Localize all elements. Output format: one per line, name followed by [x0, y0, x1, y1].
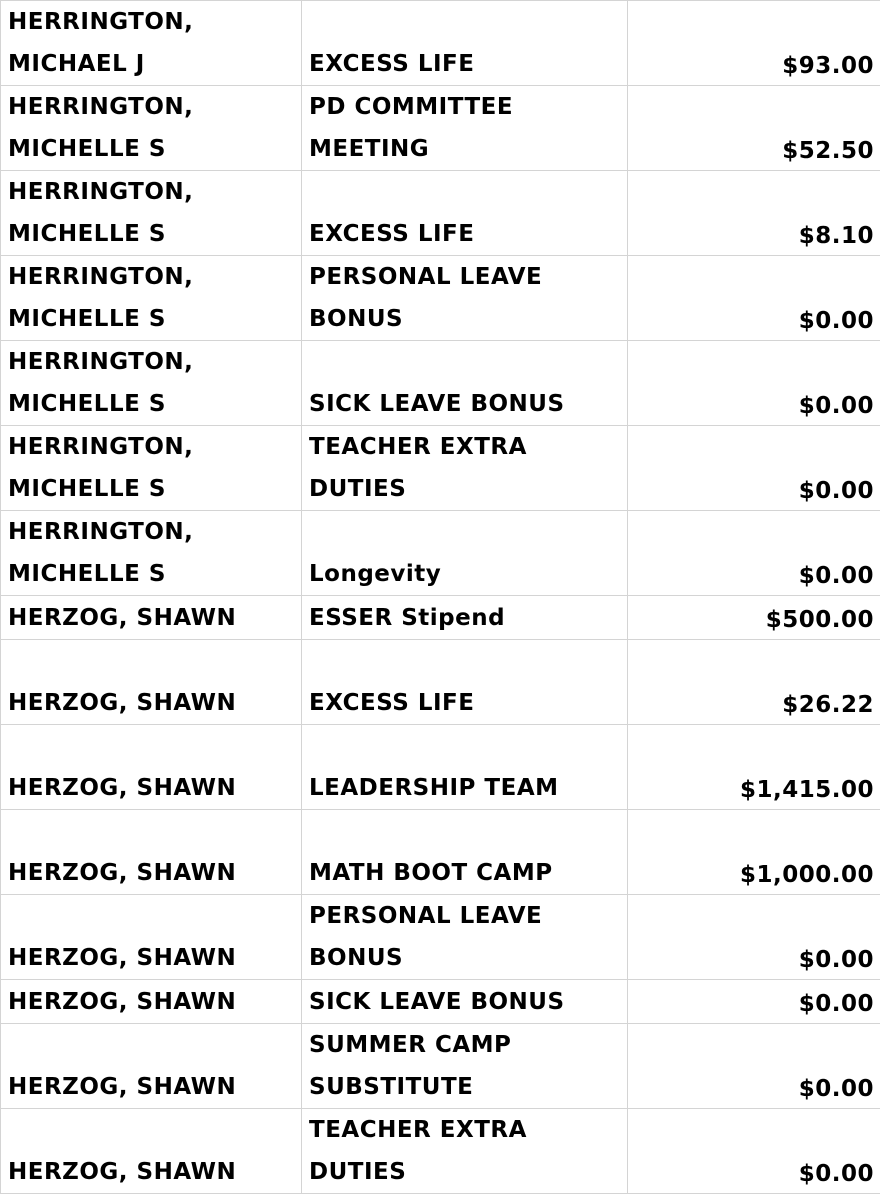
table-row	[1, 511, 880, 596]
table-row	[1, 1, 880, 86]
employee-name-cell	[1, 810, 302, 895]
payment-item-line: EXCESS LIFE	[309, 44, 627, 86]
employee-name-line: MICHELLE S	[8, 129, 301, 171]
amount-cell: $26.22	[628, 640, 880, 725]
payment-item-line: LEADERSHIP TEAM	[309, 768, 627, 810]
employee-name-cell	[1, 1109, 302, 1194]
employee-name-line: MICHELLE S	[8, 299, 301, 341]
employee-name-cell	[1, 980, 302, 1024]
amount-cell: $8.10	[628, 171, 880, 256]
employee-name-line: MICHELLE S	[8, 214, 301, 256]
table-row	[1, 596, 880, 640]
employee-name-line: HERRINGTON,	[8, 427, 301, 469]
amount-cell: $0.00	[628, 1109, 880, 1194]
employee-name-line: HERZOG, SHAWN	[8, 853, 301, 895]
payment-item-cell	[302, 171, 628, 256]
amount-cell: $93.00	[628, 1, 880, 86]
employee-name-line: HERZOG, SHAWN	[8, 1152, 301, 1194]
table-row	[1, 1024, 880, 1109]
payment-item-line: SICK LEAVE BONUS	[309, 384, 627, 426]
table-row	[1, 86, 880, 171]
employee-name-line: MICHELLE S	[8, 554, 301, 596]
payment-item-line: EXCESS LIFE	[309, 214, 627, 256]
employee-name-line: HERZOG, SHAWN	[8, 598, 301, 640]
employee-name-cell	[1, 725, 302, 810]
payment-item-cell	[302, 256, 628, 341]
payment-item-line: EXCESS LIFE	[309, 683, 627, 725]
amount-cell: $0.00	[628, 980, 880, 1024]
amount-cell: $0.00	[628, 256, 880, 341]
employee-name-line: HERRINGTON,	[8, 257, 301, 299]
employee-name-cell	[1, 426, 302, 511]
payment-item-line: ESSER Stipend	[309, 598, 627, 640]
employee-name-line: HERRINGTON,	[8, 87, 301, 129]
payment-item-line: BONUS	[309, 299, 627, 341]
table-row	[1, 640, 880, 725]
payment-item-cell	[302, 426, 628, 511]
employee-name-line: HERZOG, SHAWN	[8, 683, 301, 725]
employee-name-cell	[1, 596, 302, 640]
employee-name-line: HERZOG, SHAWN	[8, 768, 301, 810]
payments-table-body	[1, 1, 880, 1194]
employee-name-cell	[1, 86, 302, 171]
employee-name-line: HERRINGTON,	[8, 512, 301, 554]
table-row	[1, 810, 880, 895]
amount-cell: $500.00	[628, 596, 880, 640]
payment-item-cell	[302, 511, 628, 596]
table-row	[1, 895, 880, 980]
amount-cell: $1,415.00	[628, 725, 880, 810]
payment-item-cell	[302, 1, 628, 86]
employee-name-line: HERRINGTON,	[8, 2, 301, 44]
payment-item-line: PD COMMITTEE	[309, 87, 627, 129]
employee-name-cell	[1, 171, 302, 256]
employee-name-cell	[1, 1024, 302, 1109]
payment-item-line: PERSONAL LEAVE	[309, 896, 627, 938]
amount-cell: $52.50	[628, 86, 880, 171]
table-row	[1, 980, 880, 1024]
payment-item-cell	[302, 86, 628, 171]
amount-cell: $0.00	[628, 895, 880, 980]
table-row	[1, 341, 880, 426]
employee-name-cell	[1, 1, 302, 86]
employee-name-cell	[1, 511, 302, 596]
payment-item-line: MEETING	[309, 129, 627, 171]
payment-item-line: Longevity	[309, 554, 627, 596]
employee-name-line: HERZOG, SHAWN	[8, 938, 301, 980]
payment-item-line: DUTIES	[309, 469, 627, 511]
payment-item-line: TEACHER EXTRA	[309, 1110, 627, 1152]
employee-name-cell	[1, 341, 302, 426]
amount-cell: $0.00	[628, 426, 880, 511]
table-row	[1, 1109, 880, 1194]
payment-item-cell	[302, 596, 628, 640]
employee-name-line: MICHELLE S	[8, 384, 301, 426]
payment-item-cell	[302, 640, 628, 725]
payment-item-cell	[302, 725, 628, 810]
payment-item-line: TEACHER EXTRA	[309, 427, 627, 469]
employee-name-cell	[1, 256, 302, 341]
table-row	[1, 725, 880, 810]
payment-item-line: PERSONAL LEAVE	[309, 257, 627, 299]
payment-item-cell	[302, 810, 628, 895]
employee-name-cell	[1, 895, 302, 980]
table-row	[1, 426, 880, 511]
payment-item-line: SUBSTITUTE	[309, 1067, 627, 1109]
payment-item-cell	[302, 980, 628, 1024]
payment-item-cell	[302, 1024, 628, 1109]
payment-item-cell	[302, 895, 628, 980]
employee-name-line: HERRINGTON,	[8, 172, 301, 214]
payment-item-line: SUMMER CAMP	[309, 1025, 627, 1067]
payment-item-line: BONUS	[309, 938, 627, 980]
amount-cell: $0.00	[628, 1024, 880, 1109]
amount-cell: $0.00	[628, 511, 880, 596]
table-row	[1, 256, 880, 341]
amount-cell: $0.00	[628, 341, 880, 426]
employee-name-line: HERZOG, SHAWN	[8, 982, 301, 1024]
employee-name-line: HERZOG, SHAWN	[8, 1067, 301, 1109]
employee-name-line: MICHAEL J	[8, 44, 301, 86]
payment-item-line: SICK LEAVE BONUS	[309, 982, 627, 1024]
employee-name-cell	[1, 640, 302, 725]
employee-name-line: HERRINGTON,	[8, 342, 301, 384]
payment-item-line: DUTIES	[309, 1152, 627, 1194]
payment-item-cell	[302, 1109, 628, 1194]
payment-item-line: MATH BOOT CAMP	[309, 853, 627, 895]
employee-name-line: MICHELLE S	[8, 469, 301, 511]
table-row	[1, 171, 880, 256]
payment-item-cell	[302, 341, 628, 426]
amount-cell: $1,000.00	[628, 810, 880, 895]
